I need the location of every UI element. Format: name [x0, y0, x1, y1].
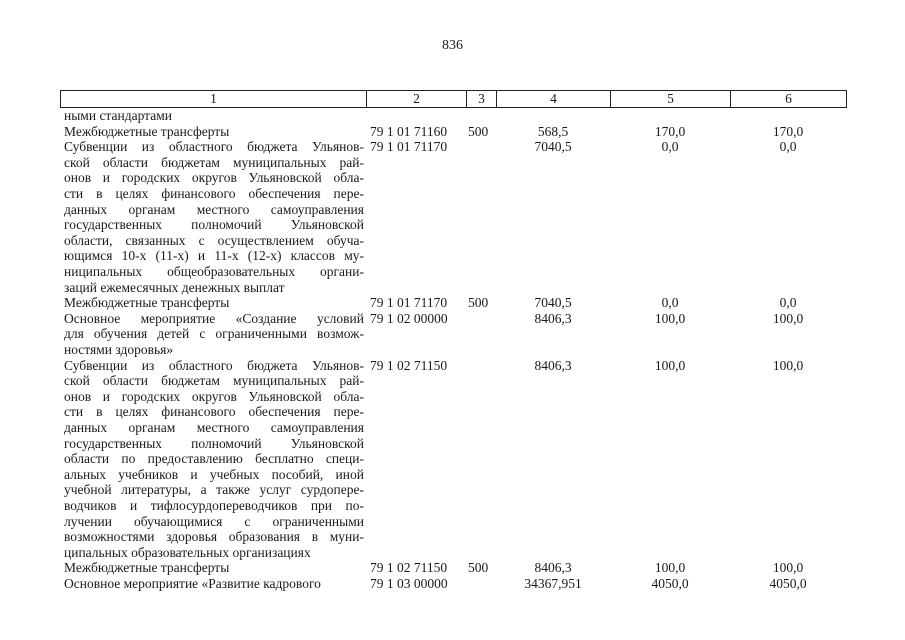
- row-name-line: ющимся 10-х (11-х) и 11-х (12-х) классов му-: [64, 248, 364, 264]
- row-name-line: области, связанных с осуществлением обуча-: [64, 232, 364, 248]
- row-value-col4: 7040,5: [534, 139, 572, 155]
- row-name-line: Субвенции из областного бюджета Ульянов-: [64, 357, 364, 373]
- row-value-col6: 100,0: [772, 357, 804, 373]
- page-number: 836: [442, 38, 463, 53]
- row-value-col5: 4050,0: [651, 575, 689, 591]
- header-col-4: 4: [497, 91, 611, 108]
- row-name-line: ниципальных общеобразовательных органи-: [64, 263, 364, 279]
- row-name-line: возможностями здоровья образования в муни-: [64, 529, 364, 545]
- row-name-line: учебной литературы, а также услуг сурдопере-: [64, 482, 364, 498]
- row-name: [64, 295, 364, 311]
- header-col-2: 2: [367, 91, 467, 108]
- row-value-col4: 8406,3: [534, 357, 572, 373]
- row-value-col5: 0,0: [661, 295, 679, 311]
- row-name: [64, 311, 364, 358]
- row-value-col4: 34367,951: [524, 575, 582, 591]
- row-expense-type: 500: [468, 295, 489, 311]
- row-name-line: области по предоставлению бесплатно специ-: [64, 451, 364, 467]
- row-code: 79 1 02 00000: [370, 310, 448, 326]
- row-value-col6: 0,0: [779, 139, 797, 155]
- row-name-line: государственных полномочий Ульяновской: [64, 217, 364, 233]
- table-row: [60, 576, 846, 592]
- table-row: [60, 108, 846, 124]
- table-body: [60, 108, 846, 592]
- row-name-line: ской области бюджетам муниципальных рай-: [64, 373, 364, 389]
- row-name-line: ципальных образовательных организациях: [64, 544, 311, 560]
- header-col-1: 1: [61, 91, 367, 108]
- row-name-line: данных органам местного самоуправления: [64, 201, 364, 217]
- row-code: 79 1 02 71150: [370, 357, 448, 373]
- row-value-col4: 8406,3: [534, 310, 572, 326]
- row-code: 79 1 01 71170: [370, 139, 448, 155]
- row-value-col6: 4050,0: [769, 575, 807, 591]
- row-value-col4: 568,5: [537, 123, 569, 139]
- table-header: [60, 90, 847, 108]
- row-name-line: сти в целях финансового обеспечения пере-: [64, 404, 364, 420]
- row-name-line: Межбюджетные трансферты: [64, 295, 230, 311]
- header-col-3: 3: [467, 91, 497, 108]
- table-row: [60, 124, 846, 140]
- row-value-col5: 100,0: [654, 310, 686, 326]
- table-row: [60, 139, 846, 295]
- row-name-line: водчиков и тифлосурдопереводчиков при по-: [64, 497, 364, 513]
- table-row: [60, 295, 846, 311]
- row-value-col6: 170,0: [772, 123, 804, 139]
- row-expense-type: 500: [468, 560, 489, 576]
- row-name-line: Основное мероприятие «Развитие кадрового: [64, 575, 321, 591]
- row-name: [64, 108, 364, 124]
- row-name: [64, 560, 364, 576]
- row-name: [64, 358, 364, 561]
- row-name-line: онов и городских округов Ульяновской обла-: [64, 170, 364, 186]
- row-value-col4: 7040,5: [534, 295, 572, 311]
- row-name-line: Межбюджетные трансферты: [64, 123, 230, 139]
- row-value-col5: 0,0: [661, 139, 679, 155]
- row-name: [64, 576, 364, 592]
- row-code: 79 1 01 71160: [370, 123, 448, 139]
- row-value-col6: 0,0: [779, 295, 797, 311]
- row-name-line: Субвенции из областного бюджета Ульянов-: [64, 139, 364, 155]
- row-name-line: данных органам местного самоуправления: [64, 419, 364, 435]
- table-row: [60, 311, 846, 358]
- row-value-col6: 100,0: [772, 310, 804, 326]
- table-row: [60, 560, 846, 576]
- row-name-line: сти в целях финансового обеспечения пере-: [64, 185, 364, 201]
- header-col-5: 5: [611, 91, 731, 108]
- row-name-line: ской области бюджетам муниципальных рай-: [64, 154, 364, 170]
- row-name-line: заций ежемесячных денежных выплат: [64, 279, 285, 295]
- table-row: [60, 358, 846, 561]
- row-name-line: государственных полномочий Ульяновской: [64, 435, 364, 451]
- row-name-line: Основное мероприятие «Создание условий: [64, 310, 364, 326]
- row-expense-type: 500: [468, 123, 489, 139]
- row-value-col5: 170,0: [654, 123, 686, 139]
- row-value-col5: 100,0: [654, 357, 686, 373]
- row-name: [64, 124, 364, 140]
- row-code: 79 1 02 71150: [370, 560, 448, 576]
- row-code: 79 1 03 00000: [370, 575, 448, 591]
- row-name-line: ными стандартами: [64, 108, 172, 123]
- row-name-line: лучении обучающимися с ограниченными: [64, 513, 364, 529]
- row-name-line: онов и городских округов Ульяновской обла-: [64, 388, 364, 404]
- row-name-line: для обучения детей с ограниченными возмож-: [64, 326, 364, 342]
- row-value-col5: 100,0: [654, 560, 686, 576]
- row-value-col4: 8406,3: [534, 560, 572, 576]
- header-col-6: 6: [731, 91, 847, 108]
- row-value-col6: 100,0: [772, 560, 804, 576]
- row-name-line: ностями здоровья»: [64, 341, 174, 357]
- row-name-line: альных учебников и учебных пособий, иной: [64, 466, 364, 482]
- row-code: 79 1 01 71170: [370, 295, 448, 311]
- row-name-line: Межбюджетные трансферты: [64, 560, 230, 576]
- row-name: [64, 139, 364, 295]
